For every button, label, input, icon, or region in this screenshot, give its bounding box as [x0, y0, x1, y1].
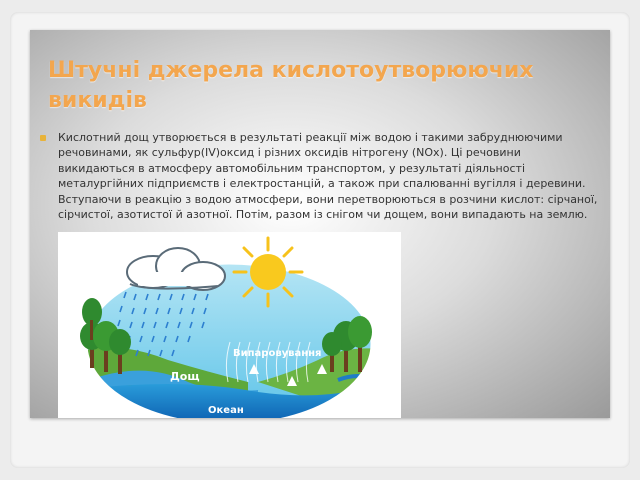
- cloud-icon: [127, 248, 225, 290]
- water-cycle-diagram: [58, 232, 401, 418]
- evaporation-label: Випаровування: [233, 348, 322, 359]
- slide-title: Штучні джерела кислотоутворюючих викидів: [48, 58, 534, 113]
- square-bullet-icon: [40, 135, 46, 141]
- water-cycle-illustration: [58, 232, 401, 418]
- ocean-label: Океан: [208, 405, 244, 416]
- rain-label: Дощ: [170, 370, 200, 383]
- bullet-text: Кислотний дощ утворюється в результаті реакції між водою і такими забруднюючими речовинами, як сульфур(IV)оксид і різних оксидів нітрогену (NOx). Ці речовини викидаються в атмосферу автомобільним транспортом, у результаті діяльності металургійних підприємств і електростанцій, а також при спалюванні вугілля і деревини. Вступаючи в реакцію з водою атмосфери, вони перетворюються в розчини кислот: сірчаної, сірчистої, азотистої й азотної. Потім, разом із снігом чи дощем, вони випадають на землю.: [58, 131, 598, 222]
- slide: [30, 30, 610, 418]
- sun-icon: [234, 238, 302, 306]
